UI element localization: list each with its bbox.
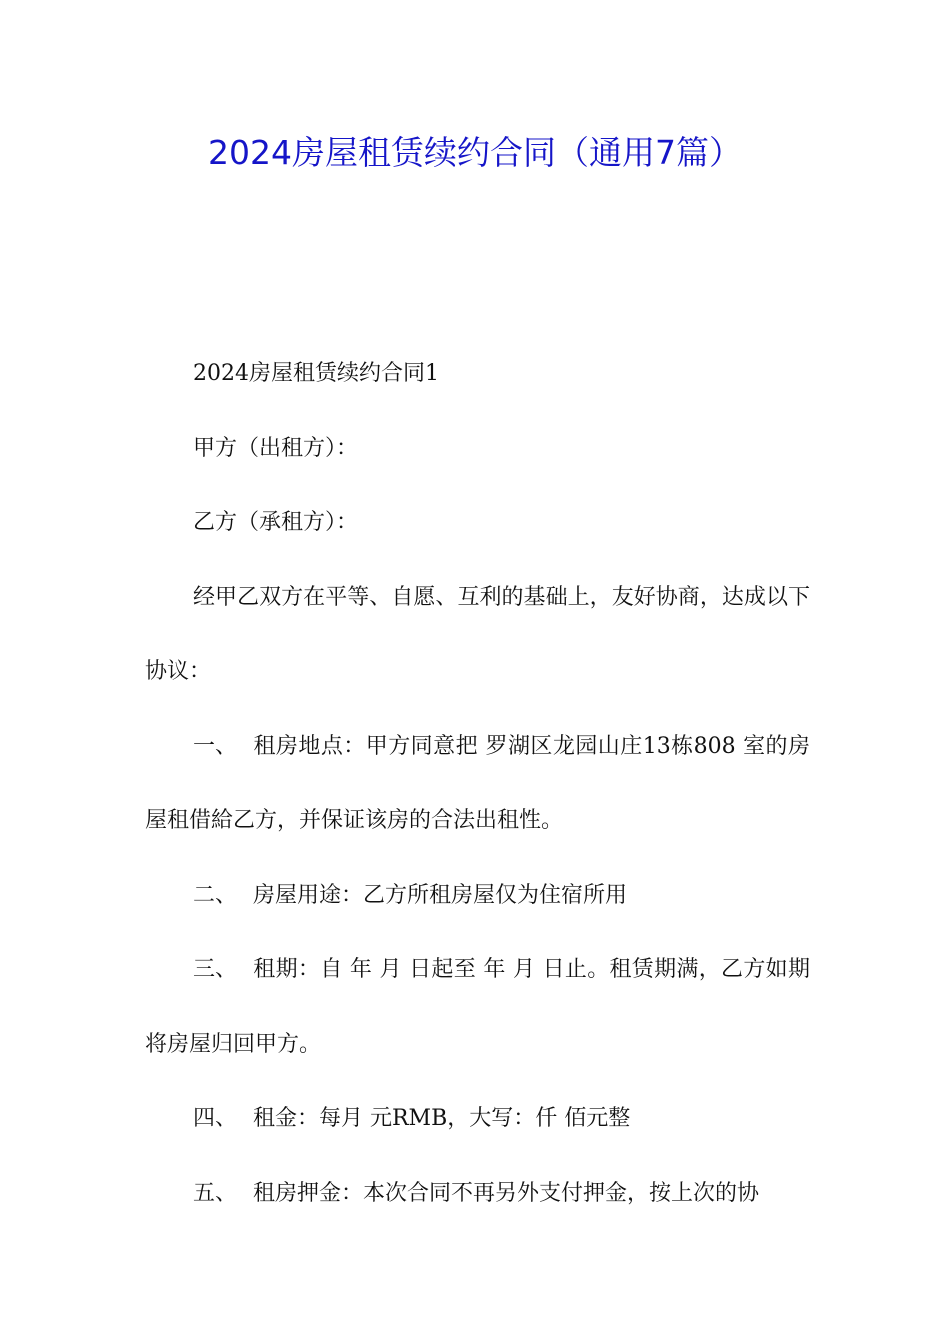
paragraph-text: 租金：每月 元RMB，大写：仟 佰元整 (253, 1106, 631, 1131)
paragraph-text: 租房地点：甲方同意把 罗湖区龙园山庄13栋808 室的房屋租借給乙方，并保证该房的合法出租性。 (145, 733, 810, 833)
paragraph-text: 乙方（承租方）： (193, 510, 359, 535)
clause-number: 三、 (193, 957, 238, 982)
paragraph-text: 2024房屋租赁续约合同1 (193, 361, 439, 386)
clause-number: 五、 (193, 1180, 238, 1206)
clause-number: 四、 (193, 1106, 238, 1131)
paragraph-party-b (145, 486, 810, 561)
clause-number: 一、 (193, 733, 238, 759)
paragraph-text: 房屋用途：乙方所租房屋仅为住宿所用 (253, 882, 628, 908)
paragraph-clause-2 (145, 859, 810, 934)
document-title: 2024房屋租赁续约合同（通用7篇） (208, 133, 742, 172)
paragraph-text: 甲方（出租方）： (193, 435, 359, 461)
paragraph-preamble (145, 561, 810, 710)
paragraph-clause-3 (145, 933, 810, 1082)
paragraph-text: 经甲乙双方在平等、自愿、互利的基础上，友好协商，达成以下协议： (145, 584, 810, 684)
paragraph-clause-4 (145, 1082, 810, 1157)
paragraph-clause-5 (145, 1157, 810, 1232)
paragraph-party-a (145, 412, 810, 487)
paragraph-text: 租期：自 年 月 日起至 年 月 日止。租赁期满，乙方如期将房屋归回甲方。 (145, 957, 810, 1057)
document-body (145, 337, 810, 1231)
paragraph-clause-1 (145, 710, 810, 859)
paragraph-heading (145, 337, 810, 412)
paragraph-text: 租房押金：本次合同不再另外支付押金，按上次的协 (253, 1180, 760, 1206)
clause-number: 二、 (193, 882, 238, 908)
